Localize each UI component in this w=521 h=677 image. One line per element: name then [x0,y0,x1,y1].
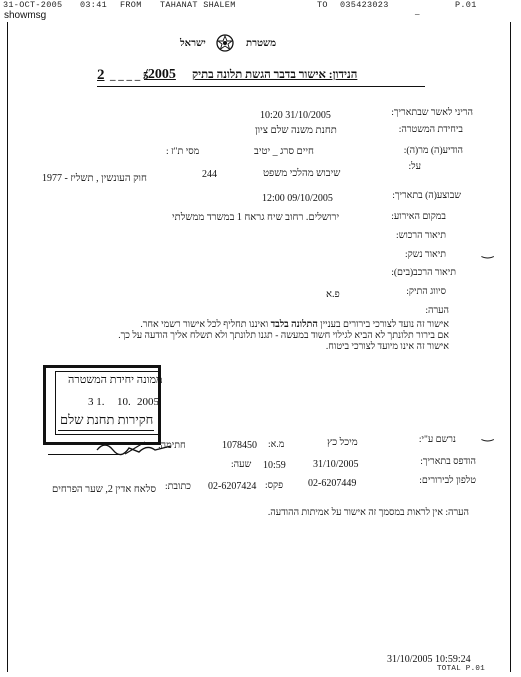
certify-value: 10:20 31/10/2005 [260,110,331,121]
bottom-total: TOTAL P.01 [437,665,486,673]
badge-label: מ.א: [268,440,285,450]
page-right-edge [510,22,511,672]
app-label: showmsg [4,10,47,21]
stamp-year: 2005 [137,396,159,408]
phone-label: טלפון לבירורים: [419,476,476,486]
stamp-day: 3 1. [88,396,105,408]
letterhead-country: ישראל [180,38,206,49]
case-number-blank: _ _ _ _ 5 [110,70,149,82]
fax-from-label: FROM [120,0,142,10]
police-emblem [216,34,234,52]
remark-line1-bold: התלונה בלבד [270,320,318,330]
bottom-timestamp: 31/10/2005 10:59:24 [387,654,471,665]
remark-label: הערה: [425,306,449,316]
time-value: 10:59 [263,460,286,471]
unit-label: ביחידת המשטרה: [398,125,463,135]
signature-line [48,454,120,455]
phone-value: 02-6207449 [308,478,357,489]
address-label: כתובת: [165,482,191,492]
printed-date: 31/10/2005 [313,459,359,470]
id-label: מסי ת"ז : [166,147,200,157]
remark-line1-a: אישור זה נועד לצורכי בירורים בעניין [320,320,449,330]
reporter-label: הודיע(ה) מר(ה): [403,146,463,156]
subject-underline [97,86,425,87]
weapon-label: תיאור נשק: [405,250,446,260]
closure-label: סיווג התיק: [406,287,446,297]
committed-value: 12:00 09/10/2005 [262,193,333,204]
about-label: על: [408,162,421,172]
signature-label: חתימה: [158,441,186,451]
printed-label: הודפס בתאריך: [420,457,476,467]
scan-mark-2: ‿ [482,427,494,442]
law-number: 244 [202,169,217,180]
reporter-value: חיים סרג _ יטיב [254,146,314,157]
recorded-value: מיכל כץ [327,437,358,448]
badge-value: 1078450 [222,440,257,451]
case-number-year: /2005 [144,67,176,82]
property-label: תיאור הרכוש: [395,231,446,241]
law-name: חוק העונשין , תשליז - 1977 [42,173,147,184]
address-value: סלאח אדין 2, שער הפרחים [52,484,157,495]
remark-line3: אישור זה אינו מיועד לצורכי ביטוח. [325,342,449,352]
stamp-month: 10. [117,396,131,408]
footer-note: הערה: אין לראות במסמך זה אישור על אמיתות ההודעה. [267,508,469,518]
remark-line2: אם בירור תלונתך לא הביא לגילוי חשוד במעשה - תגנו תלונתך ולא תשלח אליך הודעה על כך. [118,331,449,341]
place-value: ירושלים. רחוב שיח גראח 1 במשרד ממשלתי [172,212,340,223]
stamp-line1: ממונה יחידת המשטרה [68,374,163,386]
fax-value: 02-6207424 [208,481,257,492]
fax-page: P.01 [455,0,477,10]
fax-label: פקס: [265,481,284,491]
place-label: במקום האירוע: [391,212,446,222]
stamp-line3: חקירות תחנת שלם [60,412,154,427]
fax-from-value: TAHANAT SHALEM [160,0,236,10]
remark-line1-b: ואיננו תחליף לכל אישור רשמי אחר. [140,320,269,330]
time-label: שעה: [231,460,252,470]
vehicle-label: תיאור הרכב(בים): [391,268,456,278]
scan-mark-1: ‿ [482,244,494,259]
fax-time: 03:41 [80,0,108,10]
committed-label: שבוצע(ה) בתאריך: [392,191,461,201]
fax-dash: _ [415,6,420,16]
recorded-label: נרשם ע"י: [418,435,456,445]
fax-date: 31-OCT-2005 [3,0,63,10]
fax-to-value: 035423023 [340,0,389,10]
closure-value: פ.א [326,289,340,300]
certify-label: הריני לאשר שבתאריך: [391,108,473,118]
fax-to-label: TO [317,0,328,10]
remark-line1 [140,320,449,330]
page-left-edge [7,22,8,672]
case-number-start: 2 [97,67,105,83]
unit-value: תחנת משנה שלם ציון [255,125,337,136]
subject-title: הנידון: אישור בדבר הגשת תלונה בתיק [192,69,358,81]
stamp-underline [58,430,154,431]
about-value: שיבוש מהלכי משפט [263,168,341,179]
letterhead-org: משטרת [246,38,277,49]
